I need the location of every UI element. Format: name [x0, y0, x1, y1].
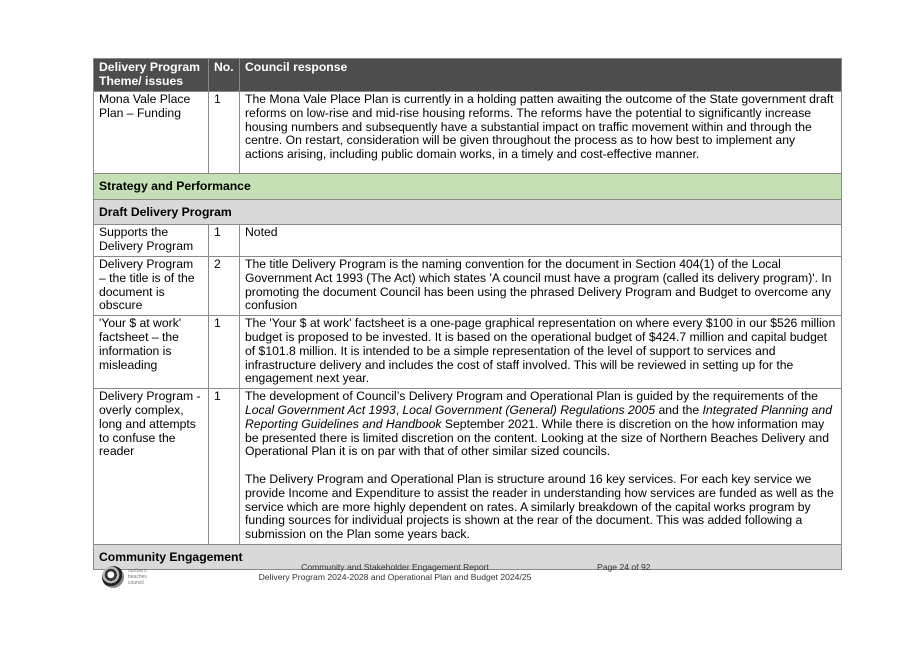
theme-cell: Mona Vale Place Plan – Funding	[94, 92, 209, 174]
subsection-heading-row	[94, 200, 842, 225]
table-row	[94, 389, 842, 545]
count-cell: 1	[209, 225, 240, 257]
text-run: The development of Council’s Delivery Program and Operational Plan is guided by the requirements of the	[245, 389, 818, 404]
document-page	[93, 58, 841, 570]
header-response: Council response	[240, 59, 842, 92]
page-number: Page 24 of 92	[597, 562, 651, 572]
logo-wordmark	[128, 568, 147, 586]
theme-cell: Delivery Program – the title is of the document is obscure	[94, 257, 209, 316]
council-response-table	[93, 58, 842, 570]
logo-line: northern	[128, 568, 147, 574]
regulation-citation: Local Government (General) Regulations 2005	[402, 402, 656, 417]
report-title: Community and Stakeholder Engagement Report	[301, 562, 489, 572]
response-paragraph	[245, 390, 836, 459]
count-cell: 1	[209, 316, 240, 389]
report-subtitle: Delivery Program 2024-2028 and Operational Plan and Budget 2024/25	[258, 572, 532, 583]
theme-cell: 'Your $ at work' factsheet – the information is misleading	[94, 316, 209, 389]
table-row	[94, 316, 842, 389]
section-heading-row	[94, 174, 842, 200]
logo-line: council	[128, 580, 144, 586]
page-footer	[100, 562, 660, 592]
response-paragraph: The Delivery Program and Operational Plan is structure around 16 key services. For each key service we provide Income and Expenditure to assist the reader in understanding how services are funded as well as the service which are more highly dependent on rates. A similarly breakdown of the capital works program by funding sources for individual projects is shown at the rear of the document. This was added following a submission on the Plan some years back.	[245, 471, 834, 542]
theme-cell: Delivery Program - overly complex, long and attempts to confuse the reader	[94, 389, 209, 545]
table-row	[94, 92, 842, 174]
footer-report-title	[250, 562, 540, 583]
table-header-row	[94, 59, 842, 92]
count-cell: 1	[209, 389, 240, 545]
section-strategy-and-performance: Strategy and Performance	[94, 174, 842, 200]
response-cell: Noted	[240, 225, 842, 257]
text-run: ,	[395, 402, 403, 417]
header-no: No.	[209, 59, 240, 92]
response-cell: The 'Your $ at work' factsheet is a one-page graphical representation on where every $100 in our $526 million budget is proposed to be invested. It is based on the operational budget of $424.7 million and capital budget of $101.8 million. It is intended to be a simple representation of the level of support to services and infrastructure delivery and includes the cost of staff involved. This will be reviewed in setting up for the engagement next year.	[240, 316, 842, 389]
subsection-community-engagement: Community Engagement	[94, 544, 842, 569]
act-citation: Local Government Act 1993	[245, 402, 396, 417]
response-cell: The Mona Vale Place Plan is currently in a holding patten awaiting the outcome of the State government draft reforms on low-rise and mid-rise housing reforms. The reforms have the potential to significantly increase housing numbers and subsequently have a substantial impact on traffic movement within and through the centre. On restart, consideration will be given throughout the process as to how best to implement any actions arising, including public domain works, in a timely and cost-effective manner.	[240, 92, 842, 174]
table-row	[94, 257, 842, 316]
count-cell: 1	[209, 92, 240, 174]
response-cell	[240, 389, 842, 545]
subsection-draft-delivery-program: Draft Delivery Program	[94, 200, 842, 225]
text-run: September 2021. While there is discretion on the how information may be presented there is limited discretion on the content. Looking at the size of Northern Beaches Delivery and Operational Plan it is on par with that of other similar sized councils.	[245, 416, 829, 459]
response-cell: The title Delivery Program is the naming convention for the document in Section 404(1) of the Local Government Act 1993 (The Act) which states 'A council must have a program (called its delivery program)'. In promoting the document Council has been using the phrased Delivery Program and Budget to overcome any confusion	[240, 257, 842, 316]
logo-emblem-icon	[102, 566, 124, 588]
council-logo	[100, 564, 158, 592]
logo-line: beaches	[128, 574, 147, 580]
guidelines-citation: Integrated Planning and Reporting Guidelines and Handbook	[245, 402, 832, 431]
header-theme: Delivery Program Theme/ issues	[94, 59, 209, 92]
theme-cell: Supports the Delivery Program	[94, 225, 209, 257]
count-cell: 2	[209, 257, 240, 316]
table-row	[94, 225, 842, 257]
text-run: and the	[655, 402, 703, 417]
